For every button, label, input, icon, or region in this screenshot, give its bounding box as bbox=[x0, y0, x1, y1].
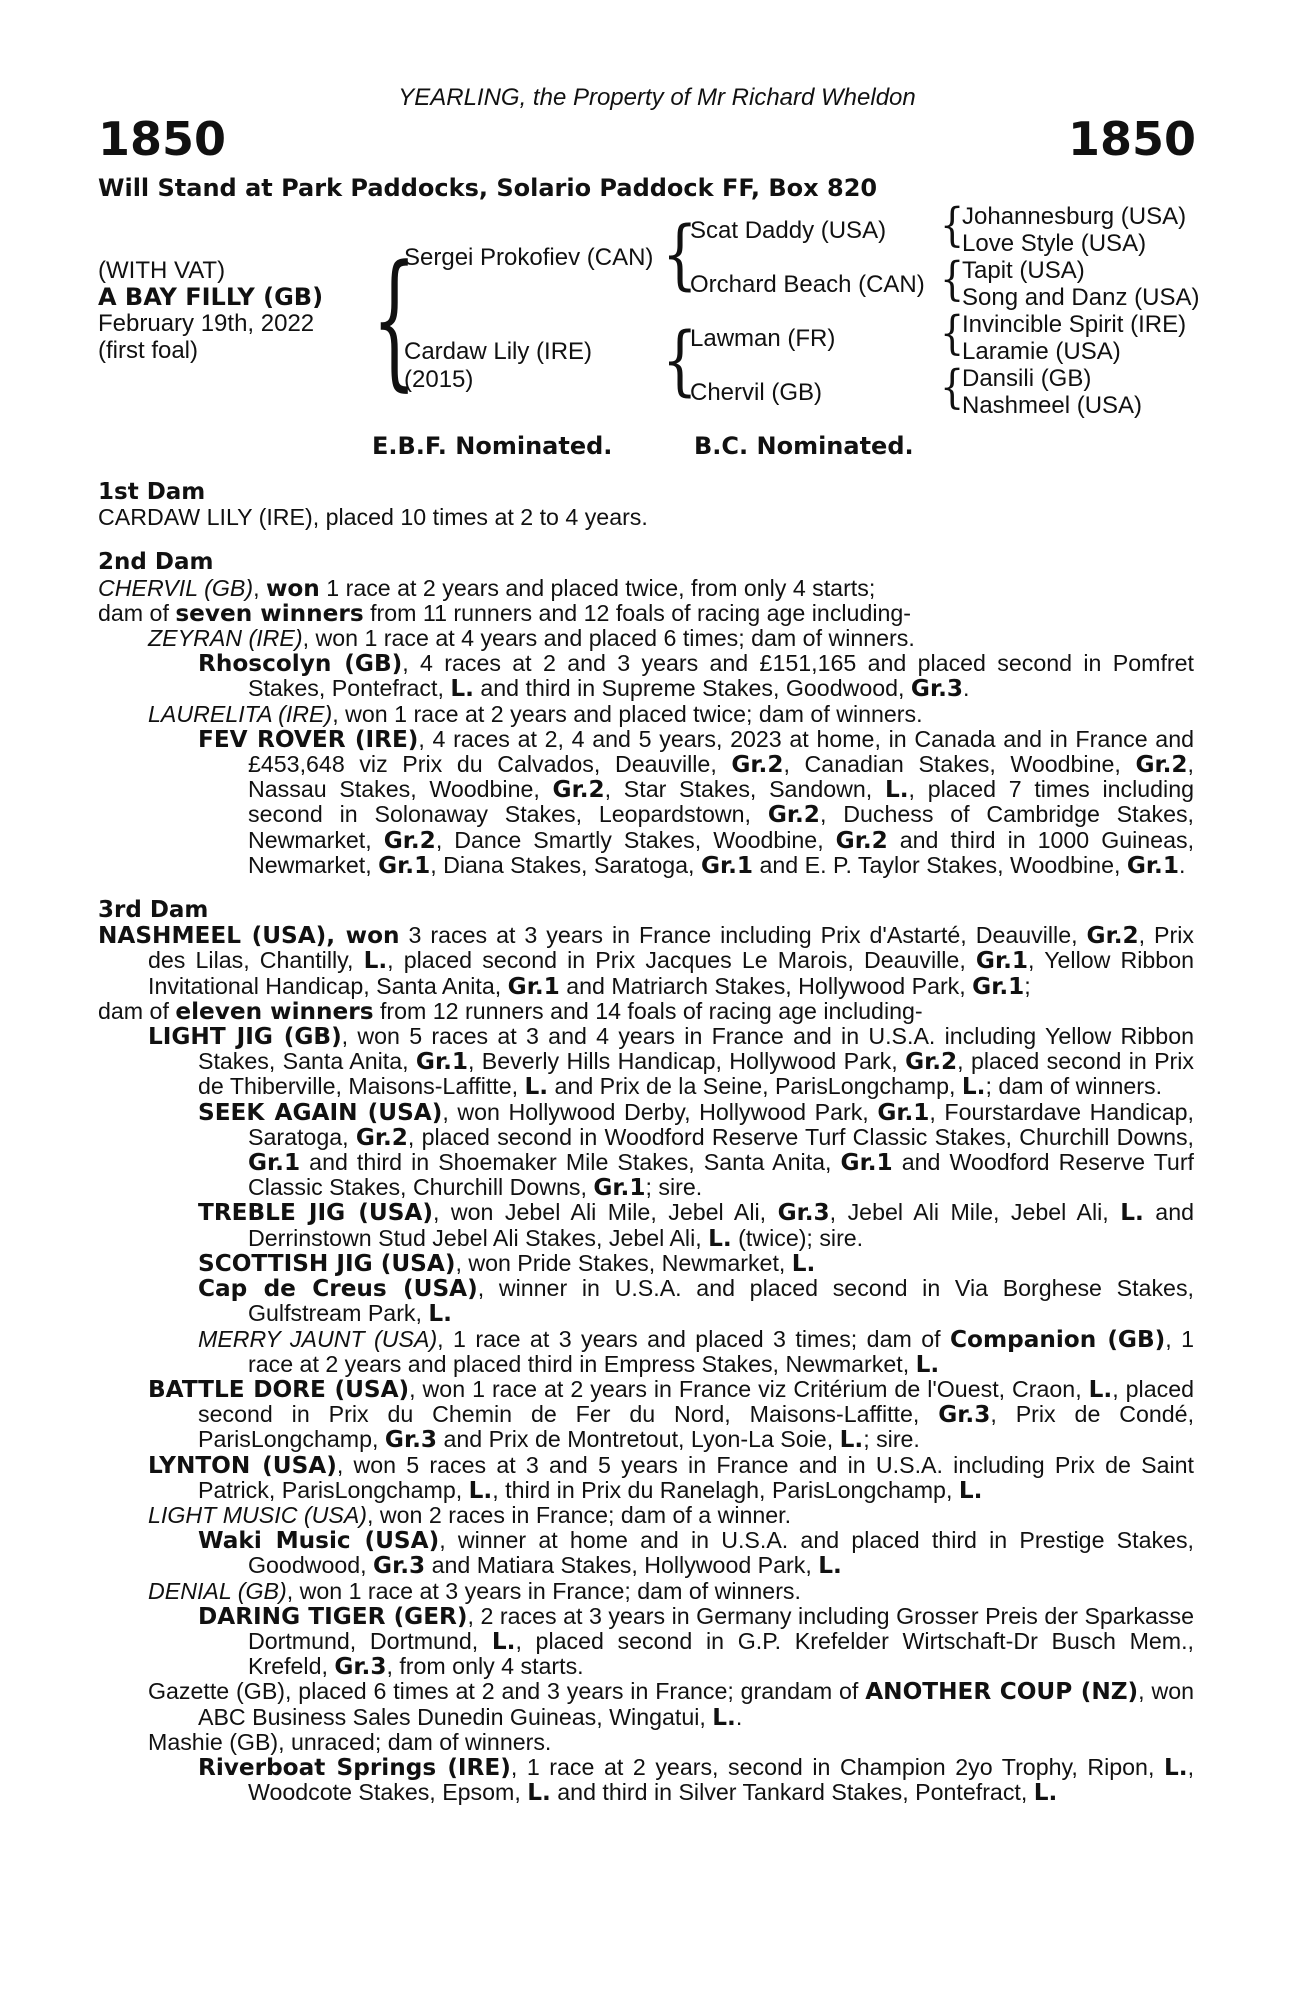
bold-text-run: Gr.1 bbox=[840, 1149, 893, 1177]
record-paragraph bbox=[98, 1024, 1194, 1100]
text-run: 1 race at 2 years and placed twice, from only 4 starts; bbox=[319, 574, 876, 601]
text-run: , 1 race at 3 years and placed 3 times; dam of bbox=[437, 1325, 950, 1352]
record-paragraph bbox=[98, 1276, 1194, 1326]
text-run: , won Jebel Ali Mile, Jebel Ali, bbox=[432, 1199, 778, 1226]
record-paragraph bbox=[98, 1453, 1194, 1503]
bold-text-run: LIGHT JIG (GB) bbox=[148, 1023, 342, 1051]
italic-text-run: CHERVIL (GB) bbox=[98, 574, 254, 601]
pedigree-brace-gen1: { bbox=[372, 233, 417, 406]
bold-text-run: L. bbox=[708, 1224, 732, 1252]
bold-text-run: Companion (GB) bbox=[950, 1325, 1166, 1353]
bold-text-run: L. bbox=[363, 947, 388, 975]
text-run: and third in Supreme Stakes, Goodwood, bbox=[473, 675, 911, 702]
text-run: from 11 runners and 12 foals of racing age including- bbox=[363, 599, 912, 626]
text-run: 3 races at 3 years in France including Prix d'Astarté, Deauville, bbox=[399, 922, 1087, 949]
text-run: , Canadian Stakes, Woodbine, bbox=[783, 751, 1136, 778]
bold-text-run: won bbox=[265, 574, 320, 602]
bold-text-run: Gr.2 bbox=[355, 1123, 408, 1151]
pedigree-brace-dd: { bbox=[940, 360, 965, 414]
record-paragraph bbox=[98, 651, 1194, 701]
record-paragraph bbox=[98, 1755, 1194, 1805]
bold-text-run: Waki Music (USA) bbox=[198, 1527, 440, 1555]
bold-text-run: Gr.2 bbox=[383, 826, 436, 854]
lot-number-right: 1850 bbox=[1067, 112, 1196, 166]
stand-location: Will Stand at Park Paddocks, Solario Paddock FF, Box 820 bbox=[98, 174, 878, 202]
bold-text-run: Gr.1 bbox=[248, 1149, 301, 1177]
produce-record bbox=[98, 480, 1194, 1805]
bold-text-run: seven winners bbox=[175, 599, 364, 627]
bold-text-run: eleven winners bbox=[175, 997, 374, 1025]
record-paragraph bbox=[98, 1730, 1194, 1755]
text-run: , Nassau Stakes, Woodbine, bbox=[248, 751, 1194, 803]
text-run: , won 1 race at 2 years in France viz Critérium de l'Ouest, Craon, bbox=[409, 1375, 1089, 1402]
text-run: Gazette (GB), placed 6 times at 2 and 3 years in France; grandam of bbox=[148, 1678, 866, 1705]
bold-text-run: Gr.2 bbox=[905, 1048, 958, 1076]
text-run: . bbox=[735, 1703, 743, 1730]
text-run: , third in Prix du Ranelagh, ParisLongchamp, bbox=[492, 1476, 959, 1503]
vat-note: (WITH VAT) bbox=[98, 257, 226, 284]
text-run: ; dam of winners. bbox=[985, 1073, 1163, 1100]
record-paragraph bbox=[98, 1503, 1194, 1528]
dam-of-dam: Chervil (GB) bbox=[690, 379, 823, 406]
text-run: and third in Shoemaker Mile Stakes, Santa Anita, bbox=[300, 1149, 841, 1176]
italic-text-run: MERRY JAUNT (USA) bbox=[198, 1325, 438, 1352]
bold-text-run: L. bbox=[428, 1300, 452, 1328]
bold-text-run: SCOTTISH JIG (USA) bbox=[198, 1249, 456, 1277]
text-run: , 1 race at 2 years and placed third in Empress Stakes, Newmarket, bbox=[248, 1325, 1194, 1377]
bold-text-run: L. bbox=[791, 1249, 816, 1277]
bold-text-run: L. bbox=[524, 1073, 549, 1101]
bold-text-run: FEV ROVER (IRE) bbox=[198, 725, 419, 753]
section-heading: 3rd Dam bbox=[98, 897, 209, 924]
text-run: , won ABC Business Sales Dunedin Guineas, Wingatui, bbox=[198, 1678, 1194, 1730]
text-run: dam of bbox=[98, 997, 176, 1024]
bold-text-run: L. bbox=[450, 675, 474, 703]
text-run: and Matiara Stakes, Hollywood Park, bbox=[425, 1552, 819, 1579]
text-run: and third in Silver Tankard Stakes, Pontefract, bbox=[550, 1779, 1034, 1806]
text-run: , placed 7 times including second in Solonaway Stakes, Leopardstown, bbox=[248, 776, 1194, 828]
text-run: , Prix des Lilas, Chantilly, bbox=[148, 922, 1194, 974]
text-run: , won 5 races at 3 and 5 years in France and in U.S.A. including Prix de Saint Patrick, ParisLongchamp, bbox=[198, 1451, 1194, 1503]
text-run: , winner at home and in U.S.A. and placed third in Prestige Stakes, Goodwood, bbox=[248, 1527, 1195, 1579]
text-run: . bbox=[963, 675, 970, 702]
bold-text-run: Gr.2 bbox=[1135, 751, 1188, 779]
text-run: , placed second in G.P. Krefelder Wirtschaft-Dr Busch Mem., Krefeld, bbox=[248, 1627, 1194, 1680]
bold-text-run: L. bbox=[527, 1779, 551, 1807]
text-run: and Prix de Montretout, Lyon-La Soie, bbox=[437, 1426, 840, 1453]
bold-text-run: L. bbox=[915, 1350, 940, 1378]
text-run: , Fourstardave Handicap, Saratoga, bbox=[248, 1098, 1194, 1150]
lot-number-left: 1850 bbox=[98, 112, 227, 166]
pedigree-brace-ds: { bbox=[940, 306, 965, 360]
text-run: and E. P. Taylor Stakes, Woodbine, bbox=[753, 851, 1127, 878]
text-run: , placed second in Prix Jacques Le Marois, Deauville, bbox=[387, 947, 976, 974]
text-run: dam of bbox=[98, 599, 176, 626]
text-run: , Diana Stakes, Saratoga, bbox=[430, 851, 701, 878]
bold-text-run: Rhoscolyn (GB) bbox=[198, 650, 403, 678]
pedigree-gen3-3: Tapit (USA) bbox=[962, 257, 1085, 284]
record-paragraph bbox=[98, 601, 1194, 626]
pedigree-gen3-7: Dansili (GB) bbox=[962, 365, 1092, 392]
record-paragraph bbox=[98, 1604, 1194, 1680]
bold-text-run: L. bbox=[712, 1703, 736, 1731]
bold-text-run: L. bbox=[818, 1552, 842, 1580]
text-run: , won 5 races at 3 and 4 years in France and in U.S.A. including Yellow Ribbon Stakes, Santa Anita, bbox=[198, 1023, 1194, 1075]
bold-text-run: L. bbox=[468, 1476, 493, 1504]
bold-text-run: Gr.1 bbox=[975, 947, 1029, 975]
bold-text-run: Gr.3 bbox=[334, 1653, 387, 1681]
text-run: Mashie (GB), unraced; dam of winners. bbox=[148, 1728, 552, 1755]
bold-text-run: DARING TIGER (GER) bbox=[198, 1602, 468, 1630]
bold-text-run: Gr.3 bbox=[910, 675, 964, 703]
record-paragraph bbox=[98, 1200, 1194, 1250]
text-run: , won Pride Stakes, Newmarket, bbox=[455, 1249, 792, 1276]
text-run: , 4 races at 2, 4 and 5 years, 2023 at home, in Canada and in France and £453,648 viz Prix du Calvados, Deauville, bbox=[248, 725, 1194, 778]
bold-text-run: L. bbox=[491, 1627, 516, 1655]
bold-text-run: SEEK AGAIN (USA) bbox=[198, 1098, 443, 1126]
section-heading: 1st Dam bbox=[98, 479, 206, 505]
pedigree-gen3-8: Nashmeel (USA) bbox=[962, 392, 1143, 419]
pedigree-brace-sire: { bbox=[662, 211, 698, 299]
bold-text-run: Gr.3 bbox=[938, 1401, 991, 1429]
bold-text-run: Gr.2 bbox=[1086, 922, 1139, 950]
text-run: , 1 race at 2 years, second in Champion 2yo Trophy, Ripon, bbox=[510, 1753, 1164, 1780]
sire-of-sire: Scat Daddy (USA) bbox=[690, 217, 887, 244]
pedigree-brace-dam: { bbox=[662, 317, 698, 405]
record-paragraph bbox=[98, 1377, 1194, 1453]
text-run: , won Hollywood Derby, Hollywood Park, bbox=[442, 1098, 878, 1125]
bc-nomination: B.C. Nominated. bbox=[694, 432, 914, 460]
text-run: and Prix de la Seine, ParisLongchamp, bbox=[548, 1073, 962, 1100]
pedigree-gen3-2: Love Style (USA) bbox=[962, 230, 1147, 257]
text-run: (twice); sire. bbox=[731, 1224, 864, 1251]
sire-of-dam: Lawman (FR) bbox=[690, 325, 836, 352]
text-run: , Dance Smartly Stakes, Woodbine, bbox=[435, 826, 836, 853]
text-run: , from only 4 starts. bbox=[386, 1653, 584, 1680]
bold-text-run: ANOTHER COUP (NZ) bbox=[865, 1678, 1139, 1706]
section-heading: 2nd Dam bbox=[98, 549, 214, 576]
catalogue-subtitle: YEARLING, the Property of Mr Richard Wheldon bbox=[398, 84, 916, 111]
record-paragraph bbox=[98, 1579, 1194, 1604]
bold-text-run: L. bbox=[958, 1476, 983, 1504]
bold-text-run: Gr.2 bbox=[731, 751, 784, 779]
bold-text-run: BATTLE DORE (USA) bbox=[148, 1375, 410, 1403]
bold-text-run: L. bbox=[1033, 1779, 1058, 1807]
text-run: , Beverly Hills Handicap, Hollywood Park, bbox=[468, 1048, 906, 1075]
text-run: ; sire. bbox=[645, 1174, 703, 1201]
record-paragraph bbox=[98, 576, 1194, 601]
italic-text-run: DENIAL (GB) bbox=[148, 1577, 287, 1604]
italic-text-run: LAURELITA (IRE) bbox=[148, 700, 333, 727]
bold-text-run: Gr.2 bbox=[835, 826, 888, 854]
bold-text-run: Gr.2 bbox=[552, 776, 605, 804]
bold-text-run: Gr.1 bbox=[415, 1048, 469, 1076]
text-run: and Derrinstown Stud Jebel Ali Stakes, Jebel Ali, bbox=[248, 1199, 1194, 1251]
dam-name: Cardaw Lily (IRE) bbox=[404, 338, 593, 365]
text-run: , won 1 race at 2 years and placed twice; dam of winners. bbox=[332, 700, 923, 727]
record-paragraph bbox=[98, 1528, 1194, 1578]
text-run: and Matriarch Stakes, Hollywood Park, bbox=[559, 972, 973, 999]
record-paragraph bbox=[98, 727, 1194, 878]
text-run: , Prix de Condé, ParisLongchamp, bbox=[198, 1401, 1195, 1453]
bold-text-run: Gr.3 bbox=[777, 1199, 830, 1227]
text-run: , placed second in Woodford Reserve Turf Classic Stakes, Churchill Downs, bbox=[407, 1123, 1194, 1150]
bold-text-run: L. bbox=[1163, 1753, 1188, 1781]
text-run: ; sire. bbox=[863, 1426, 920, 1453]
record-paragraph bbox=[98, 999, 1194, 1024]
text-run: , bbox=[253, 574, 266, 601]
ebf-nomination: E.B.F. Nominated. bbox=[372, 432, 613, 460]
text-run: , won 1 race at 4 years and placed 6 times; dam of winners. bbox=[302, 625, 915, 652]
record-paragraph bbox=[98, 923, 1194, 999]
record-paragraph bbox=[98, 1100, 1194, 1201]
text-run: , 4 races at 2 and 3 years and £151,165 and placed second in Pomfret Stakes, Pontefract, bbox=[248, 650, 1194, 702]
text-run: from 12 runners and 14 foals of racing age including- bbox=[373, 997, 923, 1024]
text-run: . bbox=[1178, 851, 1186, 878]
pedigree-gen3-4: Song and Danz (USA) bbox=[962, 284, 1200, 311]
record-paragraph bbox=[98, 1251, 1194, 1276]
italic-text-run: ZEYRAN (IRE) bbox=[148, 625, 303, 652]
bold-text-run: Gr.2 bbox=[767, 801, 820, 829]
bold-text-run: L. bbox=[1120, 1199, 1144, 1227]
text-run: and third in 1000 Guineas, Newmarket, bbox=[248, 826, 1195, 878]
text-run: , Yellow Ribbon Invitational Handicap, Santa Anita, bbox=[148, 947, 1194, 999]
italic-text-run: LIGHT MUSIC (USA) bbox=[148, 1501, 368, 1528]
text-run: , Star Stakes, Sandown, bbox=[604, 776, 885, 803]
bold-text-run: Gr.1 bbox=[378, 851, 431, 879]
record-paragraph bbox=[98, 626, 1194, 651]
foaling-date: February 19th, 2022 bbox=[98, 310, 315, 337]
bold-text-run: Gr.3 bbox=[384, 1426, 438, 1454]
text-run: and Woodford Reserve Turf Classic Stakes, Churchill Downs, bbox=[248, 1149, 1194, 1201]
dam-of-sire: Orchard Beach (CAN) bbox=[690, 271, 925, 298]
bold-text-run: Cap de Creus (USA) bbox=[198, 1275, 478, 1303]
pedigree-gen3-1: Johannesburg (USA) bbox=[962, 203, 1187, 230]
record-paragraph bbox=[98, 1679, 1194, 1729]
text-run: ; bbox=[1024, 972, 1031, 999]
bold-text-run: Gr.1 bbox=[1126, 851, 1179, 879]
bold-text-run: Gr.1 bbox=[700, 851, 754, 879]
horse-description: A BAY FILLY (GB) bbox=[98, 283, 324, 311]
text-run: , won 2 races in France; dam of a winner. bbox=[367, 1501, 792, 1528]
bold-text-run: L. bbox=[961, 1073, 986, 1101]
bold-text-run: LYNTON (USA) bbox=[148, 1451, 337, 1479]
record-paragraph bbox=[98, 702, 1194, 727]
pedigree-gen3-6: Laramie (USA) bbox=[962, 338, 1121, 365]
bold-text-run: Gr.1 bbox=[507, 972, 560, 1000]
text-run: , placed second in Prix de Thiberville, Maisons-Laffitte, bbox=[198, 1048, 1195, 1100]
text-run: , Woodcote Stakes, Epsom, bbox=[248, 1753, 1195, 1806]
bold-text-run: Gr.1 bbox=[593, 1174, 646, 1202]
bold-text-run: L. bbox=[839, 1426, 864, 1454]
record-paragraph bbox=[98, 1327, 1194, 1377]
text-run: , Jebel Ali Mile, Jebel Ali, bbox=[829, 1199, 1121, 1226]
text-run: , winner in U.S.A. and placed second in Via Borghese Stakes, Gulfstream Park, bbox=[248, 1275, 1194, 1327]
bold-text-run: NASHMEEL (USA), won bbox=[98, 922, 400, 950]
text-run: , Duchess of Cambridge Stakes, Newmarket, bbox=[248, 801, 1194, 853]
bold-text-run: TREBLE JIG (USA) bbox=[198, 1199, 433, 1227]
pedigree-brace-ss: { bbox=[940, 198, 965, 252]
text-run: , placed second in Prix du Chemin de Fer du Nord, Maisons-Laffitte, bbox=[198, 1375, 1194, 1428]
pedigree-gen3-5: Invincible Spirit (IRE) bbox=[962, 311, 1187, 338]
text-run: , 2 races at 3 years in Germany including Grosser Preis der Sparkasse Dortmund, Dortmund, bbox=[248, 1602, 1195, 1654]
bold-text-run: Gr.3 bbox=[373, 1552, 426, 1580]
text-run: , won 1 race at 3 years in France; dam of winners. bbox=[286, 1577, 801, 1604]
bold-text-run: Riverboat Springs (IRE) bbox=[198, 1753, 511, 1781]
foal-note: (first foal) bbox=[98, 337, 199, 364]
bold-text-run: Gr.1 bbox=[972, 972, 1025, 1000]
pedigree-brace-sd: { bbox=[940, 252, 965, 306]
bold-text-run: L. bbox=[884, 776, 909, 804]
dam-year: (2015) bbox=[404, 366, 474, 393]
bold-text-run: Gr.1 bbox=[877, 1098, 930, 1126]
sire-name: Sergei Prokofiev (CAN) bbox=[404, 244, 654, 271]
text-run: CARDAW LILY (IRE), placed 10 times at 2 to 4 years. bbox=[98, 504, 648, 531]
bold-text-run: L. bbox=[1088, 1375, 1113, 1403]
record-paragraph bbox=[98, 505, 1194, 530]
